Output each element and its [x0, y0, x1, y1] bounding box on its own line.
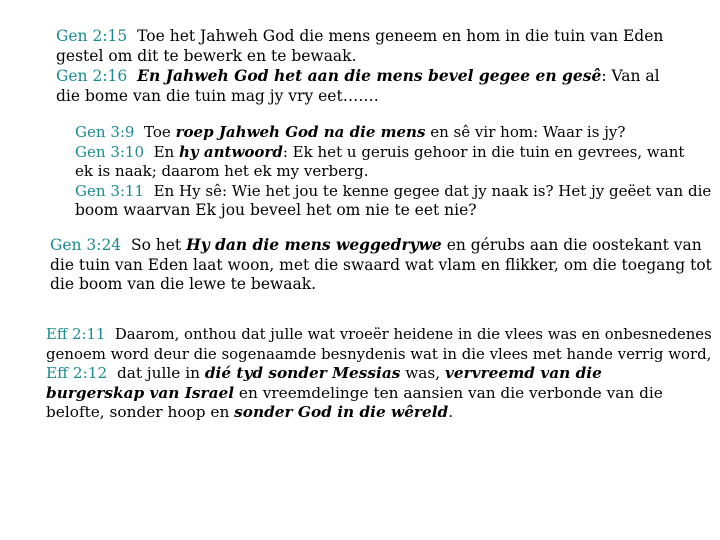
emphasized-text: sonder God in die wêreld	[234, 403, 449, 421]
verse-line	[75, 123, 711, 143]
verse-text: dat julle in	[116, 364, 200, 382]
verse-reference: Gen 3:10	[75, 142, 145, 161]
verse-line	[75, 143, 711, 163]
verse-line	[46, 384, 712, 404]
verse-text: boom waarvan Ek jou beveel het om nie te eet nie?	[75, 201, 477, 219]
verse-text: die boom van die lewe te bewaak.	[50, 275, 317, 293]
verse-reference: Gen 3:24	[50, 236, 122, 254]
passage-genesis-3	[75, 123, 711, 221]
verse-text: die bome van die tuin mag jy vry eet…….	[56, 86, 379, 105]
verse-text: En Hy sê: Wie het jou te kenne gegee dat jy naak is? Het jy geëet van die	[153, 181, 712, 200]
verse-text: En	[153, 142, 175, 161]
verse-text: : Ek het u geruis gehoor in die tuin en gevrees, want	[282, 142, 685, 161]
verse-text: So het	[130, 236, 182, 254]
verse-text: .	[448, 403, 454, 421]
verse-text: was,	[405, 364, 441, 382]
verse-text: genoem word deur die sogenaamde besnydenis wat in die vlees met hande verrig word,	[46, 344, 712, 363]
verse-text: : Van al	[601, 67, 660, 85]
emphasized-text: En Jahweh God het aan die mens bevel gegee en gesê	[137, 66, 602, 85]
verse-reference: Eff 2:12	[46, 364, 108, 382]
emphasized-text: vervreemd van die	[445, 364, 602, 382]
verse-reference: Gen 2:15	[56, 27, 128, 45]
passage-ephesians-2	[46, 325, 712, 423]
verse-reference: Eff 2:11	[46, 325, 106, 343]
verse-text: Daarom, onthou dat julle wat vroeër heidene in die vlees was en onbesnedenes	[114, 325, 712, 343]
verse-reference: Gen 3:11	[75, 181, 145, 200]
passage-genesis-3-24	[50, 235, 712, 295]
verse-line	[50, 235, 712, 256]
verse-line	[75, 182, 711, 202]
verse-line	[46, 403, 712, 423]
verse-text: ek is naak; daarom het ek my verberg.	[75, 162, 369, 180]
emphasized-text: Hy dan die mens weggedrywe	[186, 235, 442, 254]
verse-text: en sê vir hom: Waar is jy?	[430, 123, 626, 141]
verse-text: belofte, sonder hoop en	[46, 403, 230, 421]
verse-line	[56, 66, 663, 87]
emphasized-text: burgerskap van Israel	[46, 383, 235, 402]
emphasized-text: dié tyd sonder Messias	[204, 364, 401, 382]
verse-text: en gérubs aan die oostekant van	[446, 236, 702, 254]
verse-line	[46, 325, 712, 345]
verse-line	[46, 364, 712, 384]
emphasized-text: roep Jahweh God na die mens	[175, 123, 426, 141]
verse-text: Toe	[144, 123, 171, 141]
verse-text: die tuin van Eden laat woon, met die swaard wat vlam en flikker, om die toegang tot	[50, 255, 712, 274]
verse-text: Toe het Jahweh God die mens geneem en hom in die tuin van Eden	[137, 27, 664, 45]
verse-line	[56, 27, 663, 47]
verse-reference: Gen 2:16	[56, 67, 128, 85]
emphasized-text: hy antwoord	[179, 142, 283, 161]
verse-text: gestel om dit te bewerk en te bewaak.	[56, 46, 357, 65]
verse-text: en vreemdelinge ten aansien van die verbonde van die	[238, 383, 663, 402]
passage-genesis-2	[56, 27, 663, 106]
verse-reference: Gen 3:9	[75, 123, 135, 141]
